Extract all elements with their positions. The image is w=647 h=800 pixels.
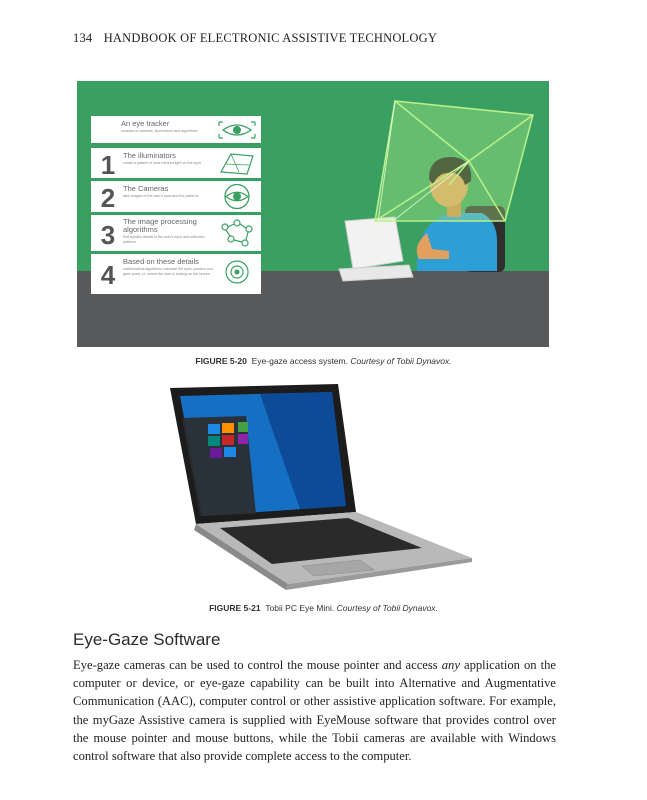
intro-subtitle: consists of cameras, illuminators and algorithms bbox=[121, 129, 198, 133]
body-text-part1: Eye-gaze cameras can be used to control the mouse pointer and access bbox=[73, 658, 442, 672]
step-number: 1 bbox=[100, 150, 116, 180]
figure-description: Tobii PC Eye Mini. bbox=[265, 603, 335, 613]
body-paragraph bbox=[73, 656, 556, 765]
figure-label: FIGURE 5-21 bbox=[209, 603, 261, 613]
figure-5-21-caption bbox=[0, 603, 647, 613]
eye-gaze-illustration bbox=[77, 81, 549, 347]
running-title: HANDBOOK OF ELECTRONIC ASSISTIVE TECHNOLOGY bbox=[103, 31, 438, 45]
intro-title: An eye tracker bbox=[121, 119, 170, 128]
page-number: 134 bbox=[73, 31, 93, 45]
step-subtitle: create a pattern of near-infrared light on the eyes bbox=[123, 161, 201, 165]
step-title: The illuminators bbox=[123, 151, 176, 160]
body-emphasis: any bbox=[441, 658, 460, 672]
figure-description: Eye-gaze access system. bbox=[251, 356, 348, 366]
gaze-scene bbox=[77, 81, 549, 347]
step-number: 4 bbox=[100, 260, 116, 290]
step-number: 3 bbox=[100, 220, 116, 250]
step-subtitle: find specific details in the user's eyes and reflection patterns bbox=[123, 235, 205, 244]
figure-credit: Courtesy of Tobii Dynavox. bbox=[336, 603, 438, 613]
laptop-photo bbox=[160, 378, 480, 590]
step-subtitle: take images of the user's eyes and the patterns bbox=[123, 194, 199, 198]
figure-5-20-caption bbox=[0, 356, 647, 366]
step-title: The Cameras bbox=[123, 184, 169, 193]
body-text-part2: application on the computer or device, or eye-gaze capability can be built into Alternative and Augmentative Communication (AAC), computer control or other assistive application software. For example, the myGaze Assistive camera is supplied with EyeMouse software that provides control over the mouse pointer and mouse buttons, while the Tobii cameras are available with Windows control software that also provide complete access to the computer. bbox=[73, 658, 556, 764]
figure-label: FIGURE 5-20 bbox=[195, 356, 247, 366]
figure-credit: Courtesy of Tobii Dynavox. bbox=[350, 356, 452, 366]
section-heading: Eye-Gaze Software bbox=[73, 630, 221, 649]
step-number: 2 bbox=[100, 183, 116, 213]
step-subtitle: mathematical algorithms calculate the eyes' position and gaze point, i.e. where the user is looking on the screen bbox=[123, 267, 213, 276]
step-title: The image processing algorithms bbox=[123, 217, 197, 234]
running-header bbox=[73, 31, 437, 46]
step-title: Based on these details bbox=[123, 257, 199, 266]
